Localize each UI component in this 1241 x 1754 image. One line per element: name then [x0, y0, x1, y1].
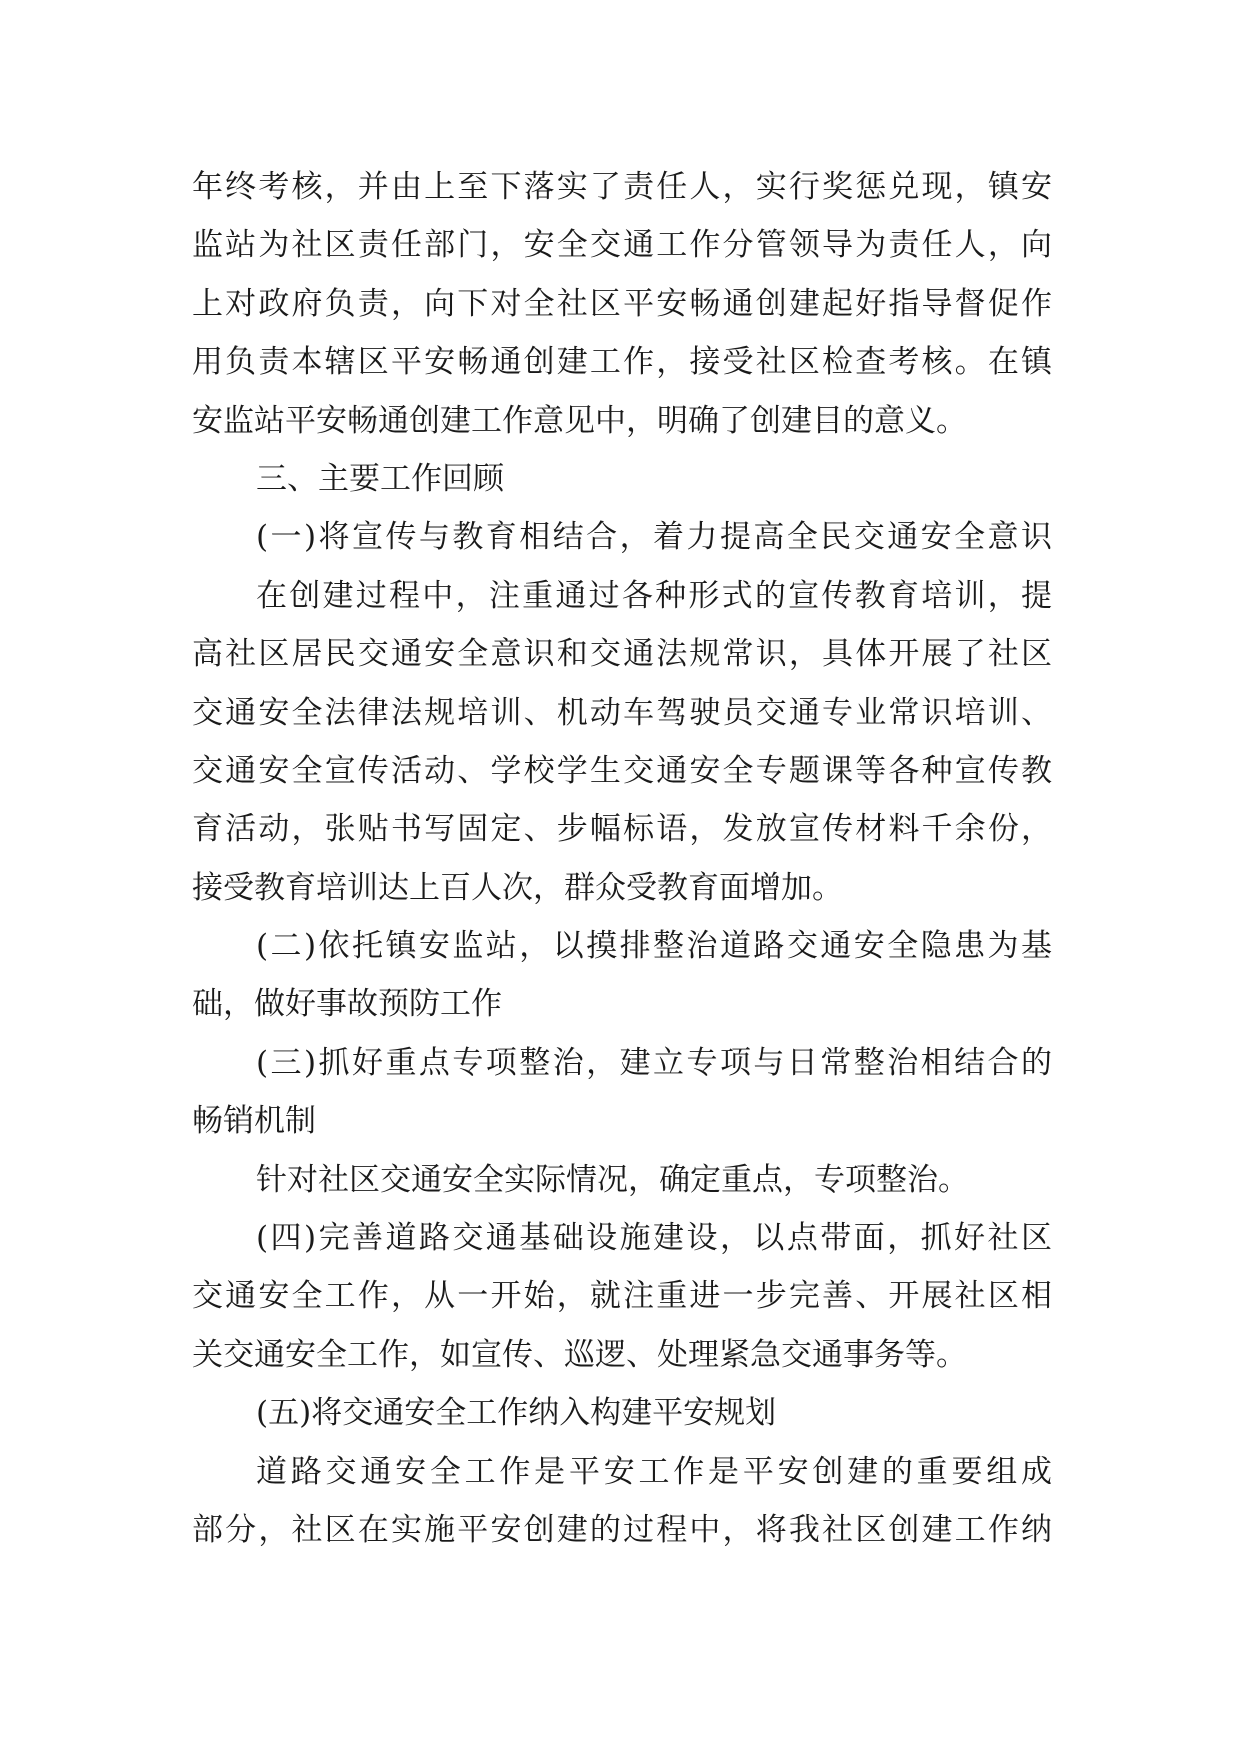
- text-line: 部分，社区在实施平安创建的过程中，将我社区创建工作纳: [192, 1511, 1052, 1548]
- text-line: 针对社区交通安全实际情况，确定重点，专项整治。: [256, 1161, 969, 1198]
- subsection-heading: (五)将交通安全工作纳入构建平安规划: [256, 1395, 777, 1432]
- subsection-heading: (一)将宣传与教育相结合，着力提高全民交通安全意识: [256, 519, 1052, 556]
- text-line: 年终考核，并由上至下落实了责任人，实行奖惩兑现，镇安: [192, 169, 1052, 205]
- text-line: 用负责本辖区平安畅通创建工作，接受社区检查考核。在镇: [192, 344, 1052, 381]
- subsection-heading: (四)完善道路交通基础设施建设，以点带面，抓好社区: [256, 1220, 1052, 1257]
- subsection-heading: (二)依托镇安监站，以摸排整治道路交通安全隐患为基: [256, 928, 1052, 965]
- text-line: 础，做好事故预防工作: [192, 986, 502, 1023]
- text-line: 交通安全工作，从一开始，就注重进一步完善、开展社区相: [192, 1278, 1052, 1315]
- text-line: 安监站平安畅通创建工作意见中，明确了创建目的意义。: [192, 402, 967, 439]
- text-line: 关交通安全工作，如宣传、巡逻、处理紧急交通事务等。: [192, 1336, 967, 1373]
- text-line: 在创建过程中，注重通过各种形式的宣传教育培训，提: [256, 577, 1052, 614]
- text-line: 交通安全法律法规培训、机动车驾驶员交通专业常识培训、: [192, 694, 1052, 731]
- text-line: 畅销机制: [192, 1103, 316, 1140]
- document-body: [192, 158, 1052, 1559]
- text-line: 接受教育培训达上百人次，群众受教育面增加。: [192, 869, 843, 906]
- text-line: 高社区居民交通安全意识和交通法规常识，具体开展了社区: [192, 636, 1052, 673]
- text-line: 道路交通安全工作是平安工作是平安创建的重要组成: [256, 1453, 1052, 1490]
- subsection-heading: (三)抓好重点专项整治，建立专项与日常整治相结合的: [256, 1044, 1052, 1081]
- text-line: 育活动，张贴书写固定、步幅标语，发放宣传材料千余份，: [192, 811, 1052, 848]
- section-heading: 三、主要工作回顾: [256, 460, 504, 497]
- text-line: 上对政府负责，向下对全社区平安畅通创建起好指导督促作: [192, 285, 1052, 322]
- text-line: 监站为社区责任部门，安全交通工作分管领导为责任人，向: [192, 227, 1052, 264]
- text-line: 交通安全宣传活动、学校学生交通安全专题课等各种宣传教: [192, 752, 1052, 789]
